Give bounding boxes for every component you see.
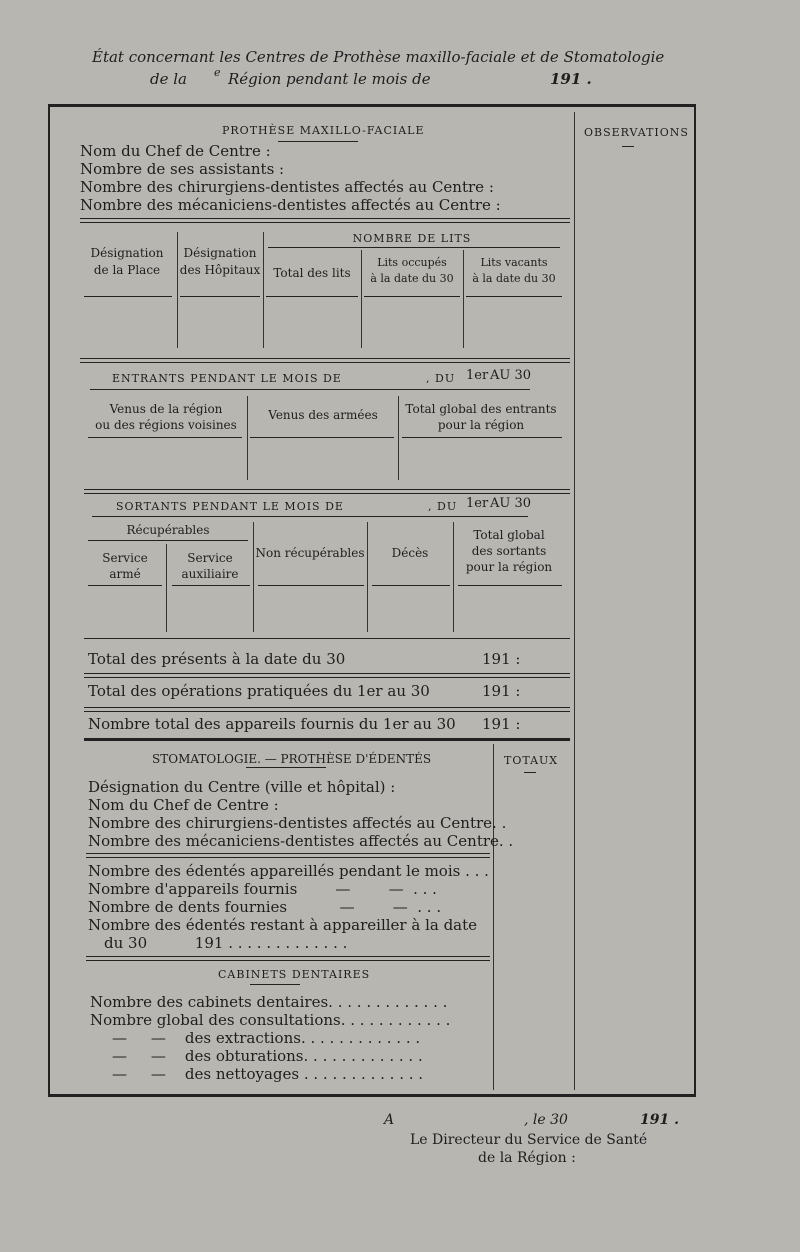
frame-top bbox=[48, 104, 696, 107]
footer-a: A bbox=[384, 1112, 395, 1128]
sortants-title: SORTANTS PENDANT LE MOIS DE bbox=[116, 500, 344, 513]
rule-b2 bbox=[80, 362, 570, 363]
sortants-div-3 bbox=[367, 522, 368, 632]
lits-nombre-title: NOMBRE DE LITS bbox=[352, 232, 472, 245]
footer-year: 191 . bbox=[640, 1112, 679, 1128]
sortants-recup-brace bbox=[88, 540, 248, 541]
prothese-chirurgiens: Nombre des chirurgiens-dentistes affectés au Centre : bbox=[80, 178, 494, 196]
header-year: 191 . bbox=[550, 70, 592, 88]
sortants-total-1: Total global bbox=[473, 528, 545, 542]
frame-right bbox=[694, 104, 696, 1097]
lits-hop-1: Désignation bbox=[183, 246, 257, 260]
cabinets-extractions: — — des extractions. . . . . . . . . . . . . bbox=[112, 1029, 421, 1047]
entrants-du: , DU bbox=[426, 372, 456, 385]
sortants-au: AU 30 bbox=[490, 496, 532, 511]
observations-divider bbox=[574, 112, 575, 1090]
lits-brace bbox=[268, 247, 560, 248]
sortants-ul-1 bbox=[88, 585, 162, 586]
rule-a1 bbox=[80, 218, 570, 219]
prothese-assistants: Nombre de ses assistants : bbox=[80, 160, 285, 178]
sortants-ul-4 bbox=[372, 585, 450, 586]
rule-d1 bbox=[84, 638, 570, 639]
rule-h2 bbox=[86, 857, 490, 858]
entrants-div-2 bbox=[398, 396, 399, 480]
entrants-au: AU 30 bbox=[490, 368, 532, 383]
header-line-1: État concernant les Centres de Prothèse maxillo-faciale et de Stomatologie bbox=[92, 48, 665, 66]
footer-region: de la Région : bbox=[478, 1150, 576, 1166]
entrants-premier: 1er bbox=[466, 368, 489, 383]
sortants-brace bbox=[92, 516, 528, 517]
stomato-chirurgiens: Nombre des chirurgiens-dentistes affectés au Centre. . bbox=[88, 814, 507, 832]
stomato-restant: Nombre des édentés restant à appareiller à la date bbox=[88, 916, 478, 934]
lits-underline-1 bbox=[84, 296, 172, 297]
sortants-aux-2: auxiliaire bbox=[181, 567, 239, 581]
totaux-title: TOTAUX bbox=[504, 754, 559, 767]
footer-directeur: Le Directeur du Service de Santé bbox=[410, 1132, 648, 1148]
sortants-recuperables: Récupérables bbox=[126, 523, 210, 537]
stomato-restant-date: du 30 191 . . . . . . . . . . . . . bbox=[104, 934, 348, 952]
footer-le30: , le 30 bbox=[524, 1112, 568, 1128]
rule-e1 bbox=[84, 673, 570, 674]
rule-c1 bbox=[84, 489, 570, 490]
sortants-total-2: des sortants bbox=[471, 544, 547, 558]
lits-underline-2 bbox=[180, 296, 260, 297]
cabinets-title-rule bbox=[250, 984, 300, 985]
stomato-appareils-fournis: Nombre d'appareils fournis — — . . . bbox=[88, 880, 437, 898]
sortants-total-3: pour la région bbox=[465, 560, 553, 574]
lits-col-div-2 bbox=[263, 232, 264, 348]
entrants-title: ENTRANTS PENDANT LE MOIS DE bbox=[112, 372, 342, 385]
prothese-chef: Nom du Chef de Centre : bbox=[80, 142, 271, 160]
rule-i2 bbox=[86, 960, 490, 961]
entrants-col1-2: ou des régions voisines bbox=[95, 418, 237, 432]
stomato-mecaniciens: Nombre des mécaniciens-dentistes affectés au Centre. . bbox=[88, 832, 514, 850]
sortants-premier: 1er bbox=[466, 496, 489, 511]
cabinets-obturations: — — des obturations. . . . . . . . . . . . . bbox=[112, 1047, 423, 1065]
entrants-ul-1 bbox=[88, 437, 242, 438]
cabinets-title: CABINETS DENTAIRES bbox=[218, 968, 371, 981]
prothese-title-rule bbox=[278, 141, 358, 142]
entrants-col3-2: pour la région bbox=[437, 418, 525, 432]
frame-left bbox=[48, 104, 50, 1097]
observations-dash bbox=[622, 146, 634, 147]
lits-underline-4 bbox=[364, 296, 460, 297]
sortants-ul-3 bbox=[258, 585, 364, 586]
rule-i1 bbox=[86, 956, 490, 957]
stomato-designation: Désignation du Centre (ville et hôpital) : bbox=[88, 778, 396, 796]
entrants-ul-2 bbox=[250, 437, 394, 438]
lits-hop-2: des Hôpitaux bbox=[179, 263, 261, 277]
total-operations-year: 191 : bbox=[482, 682, 521, 700]
lits-occupes-2: à la date du 30 bbox=[370, 272, 454, 285]
sortants-du: , DU bbox=[428, 500, 458, 513]
lits-occupes-1: Lits occupés bbox=[377, 256, 447, 269]
stomato-title-rule bbox=[246, 767, 326, 768]
rule-h1 bbox=[86, 853, 490, 854]
lits-total: Total des lits bbox=[273, 266, 351, 280]
rule-f1 bbox=[84, 707, 570, 708]
sortants-arme-2: armé bbox=[109, 567, 141, 581]
stomato-edentes-appareilles: Nombre des édentés appareillés pendant le mois . . . bbox=[88, 862, 489, 880]
lits-vacants-2: à la date du 30 bbox=[472, 272, 556, 285]
rule-c2 bbox=[84, 493, 570, 494]
totaux-dash bbox=[524, 772, 536, 773]
header-exponent: e bbox=[214, 66, 221, 79]
observations-title: OBSERVATIONS bbox=[584, 126, 689, 139]
totaux-divider bbox=[493, 744, 494, 1090]
rule-a2 bbox=[80, 222, 570, 223]
stomato-chef: Nom du Chef de Centre : bbox=[88, 796, 279, 814]
entrants-brace bbox=[90, 389, 530, 390]
cabinets-nettoyages: — — des nettoyages . . . . . . . . . . . . . bbox=[112, 1065, 424, 1083]
prothese-title: PROTHÈSE MAXILLO-FACIALE bbox=[222, 124, 425, 137]
cabinets-consultations: Nombre global des consultations. . . . . . . . . . . . bbox=[90, 1011, 451, 1029]
total-appareils: Nombre total des appareils fournis du 1er au 30 bbox=[88, 715, 456, 733]
total-operations: Total des opérations pratiquées du 1er au 30 bbox=[88, 682, 430, 700]
sortants-non-recup: Non récupérables bbox=[255, 546, 365, 560]
total-appareils-year: 191 : bbox=[482, 715, 521, 733]
header-region: Région pendant le mois de bbox=[228, 70, 431, 88]
header-de-la: de la bbox=[150, 70, 187, 88]
stomato-title: STOMATOLOGIE. — PROTHÈSE D'ÉDENTÉS bbox=[152, 752, 432, 766]
sortants-div-2 bbox=[253, 522, 254, 632]
lits-underline-3 bbox=[266, 296, 358, 297]
sortants-arme-1: Service bbox=[102, 551, 148, 565]
frame-bottom bbox=[48, 1094, 696, 1097]
sortants-deces: Décès bbox=[391, 546, 429, 560]
rule-g-thick bbox=[84, 738, 570, 741]
lits-vacants-1: Lits vacants bbox=[480, 256, 548, 269]
sortants-div-1 bbox=[166, 544, 167, 632]
rule-b1 bbox=[80, 358, 570, 359]
stomato-dents-fournies: Nombre de dents fournies — — . . . bbox=[88, 898, 442, 916]
entrants-col3-1: Total global des entrants bbox=[405, 402, 557, 416]
entrants-col1-1: Venus de la région bbox=[109, 402, 223, 416]
lits-place-1: Désignation bbox=[90, 246, 164, 260]
sortants-ul-5 bbox=[458, 585, 562, 586]
entrants-ul-3 bbox=[402, 437, 562, 438]
sortants-aux-1: Service bbox=[187, 551, 233, 565]
total-presents: Total des présents à la date du 30 bbox=[88, 650, 346, 668]
rule-e2 bbox=[84, 677, 570, 678]
entrants-col2: Venus des armées bbox=[268, 408, 378, 422]
total-presents-year: 191 : bbox=[482, 650, 521, 668]
cabinets-nombre: Nombre des cabinets dentaires. . . . . . . . . . . . . bbox=[90, 993, 448, 1011]
rule-f2 bbox=[84, 711, 570, 712]
lits-underline-5 bbox=[466, 296, 562, 297]
lits-place-2: de la Place bbox=[93, 263, 161, 277]
prothese-mecaniciens: Nombre des mécaniciens-dentistes affectés au Centre : bbox=[80, 196, 501, 214]
sortants-ul-2 bbox=[172, 585, 250, 586]
